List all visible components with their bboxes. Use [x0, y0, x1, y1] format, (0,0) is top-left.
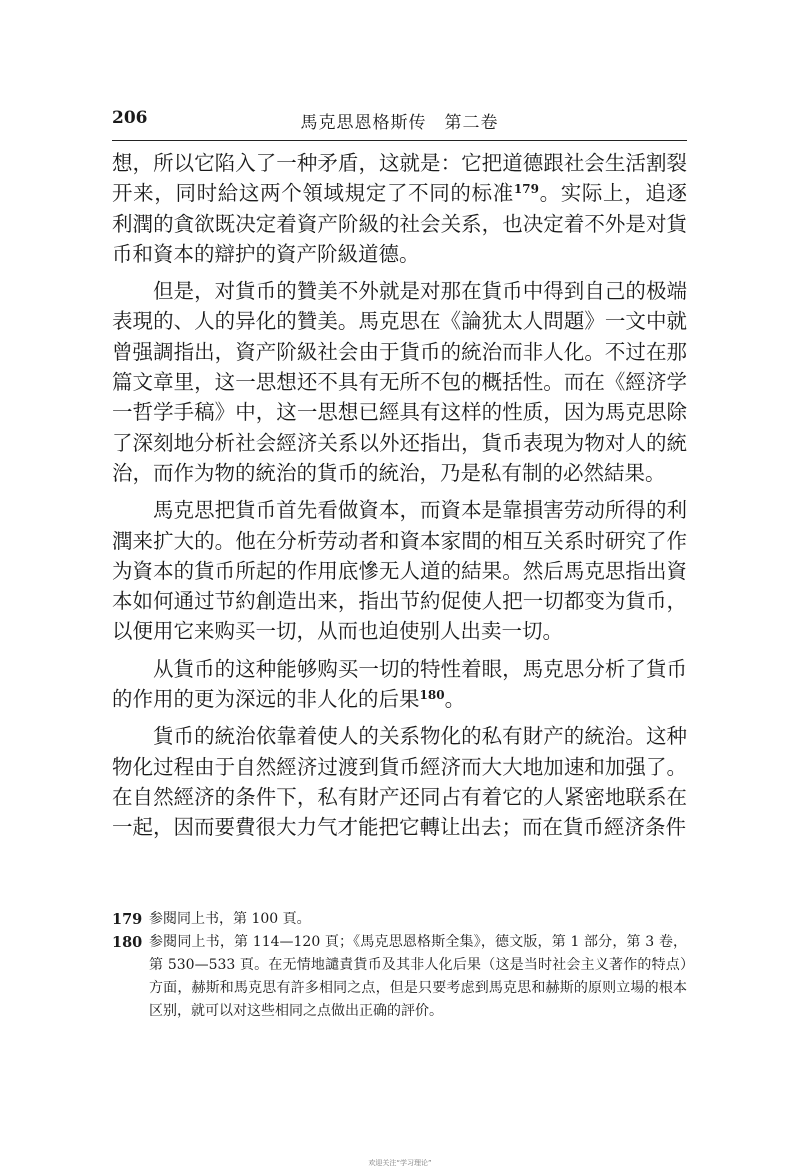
paragraph-1-text-b: 。实际上，追逐利潤的貪欲既决定着資产阶級的社会关系，也决定着不外是对貨币和資本的辯护的資产阶級道德。	[112, 181, 688, 266]
footnote-ref-179[interactable]: 179	[513, 182, 539, 197]
footnote-number: 179	[112, 911, 143, 928]
paragraph-4-text-a: 从貨币的这种能够购买一切的特性着眼，馬克思分析了貨币的作用的更为深远的非人化的后果	[112, 656, 687, 712]
watermark: 欢迎关注“学习理论”	[368, 1159, 432, 1167]
paragraph-5: 貨币的統治依靠着使人的关系物化的私有財产的統治。这种物化过程由于自然經济过渡到貨币經济而大大地加速和加强了。在自然經济的条件下，私有財产还同占有着它的人紧密地联系在一起，因而要費很大力气才能把它轉让出去；而在貨币經济条件	[112, 724, 687, 840]
paragraph-4-text-b: 。	[444, 687, 466, 712]
page-number: 206	[112, 108, 148, 128]
footnotes	[112, 908, 687, 1023]
running-title: 馬克思恩格斯传 第二卷	[300, 113, 499, 133]
footnote-180	[112, 931, 687, 1023]
paragraph-4	[112, 654, 687, 715]
footnote-number: 180	[112, 934, 143, 951]
paragraph-1-text-a: 想，所以它陷入了一种矛盾，这就是：它把道德跟社会生活割裂开来，同时給这两个領域規定了不同的标准	[112, 151, 687, 206]
paragraph-2: 但是，对貨币的贊美不外就是对那在貨币中得到自己的极端表現的、人的异化的贊美。馬克思在《論犹太人問題》一文中就曾强調指出，資产阶級社会由于貨币的統治而非人化。不过在那篇文章里，这一思想还不具有无所不包的概括性。而在《經济学一哲学手稿》中，这一思想已經具有这样的性质，因为馬克思除了深刻地分析社会經济关系以外还指出，貨币表現为物对人的統治，而作为物的統治的貨币的統治，乃是私有制的必然結果。	[112, 279, 687, 485]
page-header	[112, 108, 687, 134]
footnote-text: 参閱同上书，第 114—120 頁；《馬克思恩格斯全集》，德文版，第 1 部分，第 3 卷，第 530—533 頁。在无情地譴責貨币及其非人化后果（这是当时社会主义著作的特点）方面，赫斯和馬克思有許多相同之点，但是只要考虑到馬克思和赫斯的原则立場的根本区别，就可以对这些相同之点做出正确的評价。	[149, 934, 687, 1019]
footnote-ref-180[interactable]: 180	[419, 688, 445, 703]
header-rule	[112, 140, 687, 141]
footnote-text: 参閱同上书，第 100 頁。	[149, 911, 311, 927]
paragraph-1	[112, 148, 687, 269]
body-text	[112, 148, 687, 843]
paragraph-3: 馬克思把貨币首先看做資本，而資本是靠損害劳动所得的利潤来扩大的。他在分析劳动者和資本家間的相互关系时研究了作为資本的貨币所起的作用底慘无人道的結果。然后馬克思指出資本如何通过节約創造出来，指出节約促使人把一切都变为貨币，以便用它来购买一切，从而也迫使别人出卖一切。	[112, 498, 687, 644]
footnote-179	[112, 908, 687, 931]
